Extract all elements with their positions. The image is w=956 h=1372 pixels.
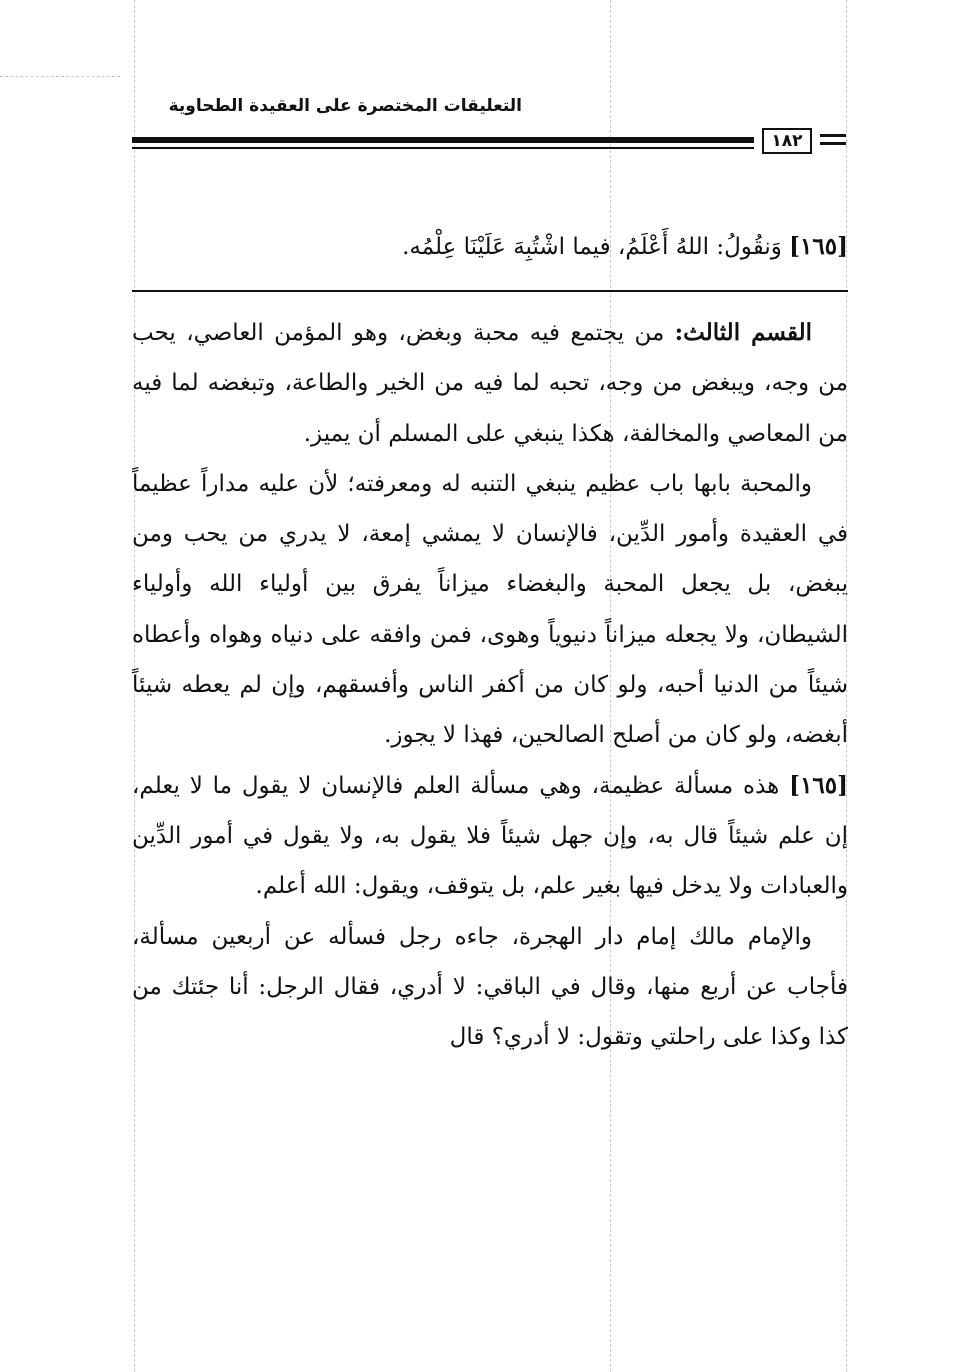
- main-text-body: وَنقُولُ: اللهُ أَعْلَمُ، فيما اشْتُبِهَ عَلَيْنَا عِلْمُه.: [402, 234, 782, 260]
- page-number-dash: [820, 134, 846, 137]
- crop-mark: [0, 76, 120, 77]
- commentary-text: هذه مسألة عظيمة، وهي مسألة العلم فالإنسان لا يقول ما لا يعلم، إن علم شيئاً قال به، وإن جهل شيئاً فلا يقول به، ولا يقول في أمور الدِّين والعبادات ولا يدخل فيها بغير علم، بل يتوقف، ويقول: الله أعلم.: [132, 772, 848, 900]
- commentary-text: والمحبة بابها باب عظيم ينبغي التنبه له ومعرفته؛ لأن عليه مداراً عظيماً في العقيدة وأمور الدِّين، فالإنسان لا يمشي إمعة، لا يدري من يحب ومن يبغض، بل يجعل المحبة والبغضاء ميزاناً يفرق بين أولياء الله وأولياء الشيطان، ولا يجعله ميزاناً دنيوياً وهوى، فمن وافقه على دنياه وهواه وأعطاه شيئاً من الدنيا أحبه، ولو كان من أكفر الناس وأفسقهم، وإن لم يعطه شيئاً أبغضه، ولو كان من أصلح الصالحين، فهذا لا يجوز.: [132, 470, 848, 749]
- running-title: التعليقات المختصرة على العقيدة الطحاوية: [168, 96, 522, 116]
- page-number-dash: [820, 142, 846, 145]
- commentary-number: [١٦٥]: [789, 771, 849, 799]
- commentary-paragraph: [132, 308, 848, 459]
- text-divider: [132, 290, 848, 292]
- header-rule-thick: [132, 137, 754, 143]
- commentary-lead: القسم الثالث:: [674, 319, 812, 346]
- commentary-text: والإمام مالك إمام دار الهجرة، جاءه رجل فسأله عن أربعين مسألة، فأجاب عن أربع منها، وقال في الباقي: لا أدري، فقال الرجل: أنا جئتك من كذا وكذا على راحلتي وتقول: لا أدري؟ قال: [132, 923, 848, 1051]
- page-number: ١٨٢: [762, 128, 812, 154]
- main-text-number: [١٦٥]: [789, 233, 848, 260]
- commentary-paragraph: [132, 459, 848, 761]
- commentary-paragraph: [132, 761, 848, 912]
- commentary-text: من يجتمع فيه محبة وبغض، وهو المؤمن العاصي، يحب من وجه، ويبغض من وجه، تحبه لما فيه من الخير والطاعة، وتبغضه لما فيه من المعاصي والمخالفة، هكذا ينبغي على المسلم أن يميز.: [132, 320, 848, 447]
- commentary-paragraph: [132, 912, 848, 1063]
- commentary: [132, 308, 848, 1062]
- header-rule-thin: [132, 147, 754, 149]
- main-text: [132, 222, 848, 272]
